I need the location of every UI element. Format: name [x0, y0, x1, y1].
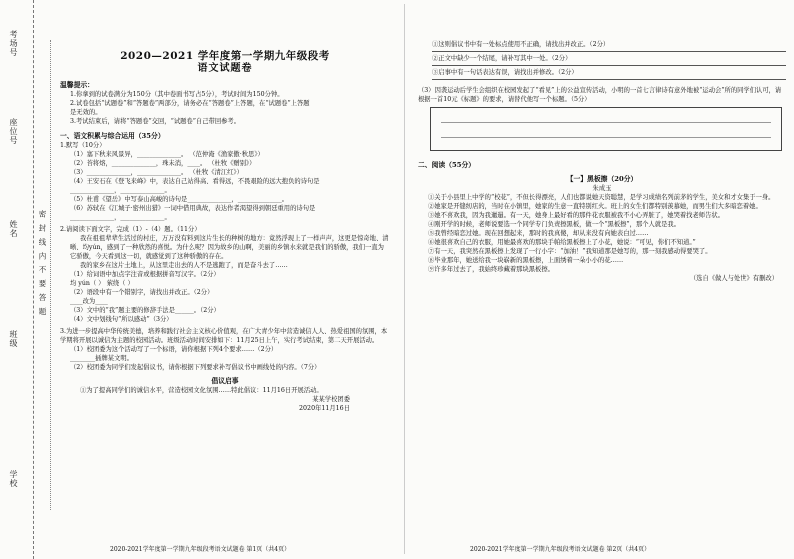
- fold-note: 密 封 线 内 不 要 答 题: [38, 210, 47, 317]
- q1-line: （2）苔将熔，______________，珠未消，____。 （杜牧《赠别》）: [70, 160, 256, 167]
- article-paragraph: ⑦有一天，我突然在黑板擦上发现了一行小字：“加油！”我知道那是她写的，那一刻我感动得要哭了。: [428, 248, 712, 255]
- q2-sub: （3）文中的“我”题主要的修辞手法是______。（2分）: [70, 307, 220, 314]
- article-source: （选自《做人与处世》有删改）: [689, 275, 778, 282]
- exam-title: 2020—2021 学年度第一学期九年级段考: [120, 50, 330, 62]
- binding-strip: [0, 0, 34, 559]
- part2-heading: 二、阅读（55分）: [418, 161, 476, 169]
- q3-heading: 3.为进一步提高中华传统美德，培养和践行社会主义核心价值观，在广大青少年中营造诚信人人、热爱祖国的氛围，本学期将开展以诚信为主题的校园活动。班级活动时间安排如下：11月25日上午，实行考试结束，第二天开展活动。: [60, 328, 388, 344]
- hint-line: 3.考试结束后，请将“答题卷”交回，“试题卷”自己带回参考。: [70, 118, 241, 125]
- proposal-title: 倡议启事: [211, 377, 239, 385]
- q1-line: （6）苏轼在《江城子·密州出猎》一词中借用典故，表达作者渴望得到朝廷重用的诗句是: [70, 205, 316, 212]
- right-item: ②正文中缺少一个结尾，请补写其中一处。（2分）: [432, 55, 572, 62]
- proposal-date: 2020年11月16日: [299, 405, 350, 412]
- class-label: 班级: [9, 330, 18, 348]
- answer-line[interactable]: [432, 66, 786, 80]
- q3-sub: （1）校团委为这个活动写了一个标语，请你根据下列4个要求……（2分）: [70, 346, 278, 353]
- fold-line: [50, 40, 51, 510]
- hint-line: 2.试卷包括“试题卷”和“答题卷”两部分，请务必在“答题卷”上答题，在“试题卷”上答题: [70, 100, 310, 107]
- article-paragraph: ②她家是开缝纫店的，当时在小镇里，她家的生意一直特别红火。班上的女生们都特别羡慕她，而男生们大多暗恋着她。: [428, 203, 762, 210]
- q1-line: （1）塞下秋来风景异，______________。 （范仲淹《渔家傲·秋思》）: [70, 151, 264, 158]
- q1-line: ______________，______________。: [70, 214, 171, 221]
- part1-heading: 一、语文积累与综合运用（35分）: [60, 132, 165, 140]
- footer-right: 2020-2021学年度第一学期九年级段考语文试题卷 第2页（共4页）: [470, 546, 651, 553]
- exam-no-label: 考场号: [9, 30, 18, 57]
- section-label: 【一】黑板擦（20分）: [566, 175, 638, 183]
- q2-sub: （4）文中划线句“所以感动”（3分）: [70, 316, 173, 323]
- q1-heading: 1.默写（10分）: [60, 142, 106, 149]
- article-paragraph: ③她不喜欢我，因为我邋遢。有一天，她身上最好看的那件花衣服被我不小心弄脏了，她哭着找老师告状。: [428, 212, 724, 219]
- article-author: 朱成玉: [592, 185, 612, 192]
- answer-box[interactable]: [430, 107, 782, 151]
- hint-label: 温馨提示：: [60, 81, 94, 89]
- exam-subtitle: 语文试题卷: [197, 63, 253, 74]
- q2-passage: 我在祖祖辈辈生活过的村庄，万万没有料到这片生长的种树的地方：竟然浮现上了一样声声，这更是惊奇地、清晰、均yún，感到了一种欣然的喜悦。为什么呢？因为故乡的山啊，美丽的乡镇水来就是我们的骄傲，我们一直为它骄傲，今天看到这一切，就感觉到了这种骄傲的存在。: [70, 235, 389, 260]
- q1-line: （5）杜甫《望岳》中写泰山高峻的诗句是______________，______________。: [70, 196, 289, 203]
- footer-left: 2020-2021学年度第一学期九年级段考语文试题卷 第1页（共4页）: [110, 546, 291, 553]
- q1-line: （3）______________，______________。 （杜牧《清江红》）: [70, 169, 243, 176]
- article-paragraph: ⑤我曾经暗恋过她。现在回想起来，那时的我真傻，却从来没有向她表白过……: [428, 230, 649, 237]
- q1-line: ______________，______________。: [70, 187, 171, 194]
- q3-sub: ________插牌某文明。: [70, 355, 133, 362]
- page-left: [60, 8, 390, 413]
- hint-line: 是无效的。: [70, 109, 102, 116]
- q3-sub: （2）校团委为同学们发起倡议书，请你根据下列要求补写倡议书中画线处的内容。（7分）: [70, 364, 321, 371]
- q2-sub: ____改为____: [70, 298, 108, 305]
- article-paragraph: ⑥她很喜欢自己的衣服，用她最喜欢的那块手帕给黑板擦上了小花，她说：“可见，你们不知道。”: [428, 239, 696, 246]
- page-divider: [404, 4, 405, 554]
- q4-text: （3）因袭运动后学生会组织在校园发起了“看见”上的公益宣传活动，小明的一首七言律诗有意外地被“运动会”所的同学们认可，请根据一首10元《标题》的要求，请替代他写一个标题。（5分）: [418, 87, 782, 103]
- article-paragraph: ④刚开学的时候，老师说要选一个同学专门负责擦黑板，做一个“黑板擦”，那个人就是我。: [428, 221, 681, 228]
- q2-passage: 我的家乡在这片土地上，从这里走出去的人不是逃跑了，而是奋斗去了……: [80, 262, 288, 269]
- right-item: ③启事中有一句话表达有误，请找出并修改。（2分）: [432, 69, 578, 76]
- article-paragraph: ①关于小县里上中学的“校花”，不但长得漂亮，人们也都说她天资聪慧，是学习成绩名列前茅的学生，美女和才女集于一身。: [428, 194, 775, 201]
- article-paragraph: ⑧毕业那年，她送给我一块崭新的黑板擦，上面绣着一朵小小的花……: [428, 257, 624, 264]
- article-paragraph: ⑨许多年过去了，我始终珍藏着那块黑板擦。: [428, 266, 554, 273]
- q1-line: （4）王安石在《登飞来峰》中，表达自己站得高、看得远，不畏艰险的远大抱负的诗句是: [70, 178, 320, 185]
- q2-heading: 2.请阅读下面文字，完成（1）-（4）题。（11分）: [60, 226, 201, 233]
- q2-sub: （1）给词语中加点字注音或根据拼音写汉字。（2分）: [70, 271, 220, 278]
- answer-line[interactable]: [432, 52, 786, 66]
- hint-line: 1.你拿到的试卷满分为150分（其中卷面书写占5分），考试时间为150分钟。: [70, 91, 284, 98]
- seat-no-label: 座位号: [9, 118, 18, 145]
- proposal-signoff: 某某学校团委: [312, 396, 350, 403]
- q2-sub: （2）语段中有一个错别字，请找出并改正。（2分）: [70, 289, 214, 296]
- answer-line[interactable]: [432, 38, 786, 52]
- school-label: 学校: [9, 470, 18, 488]
- page-right: [418, 8, 786, 283]
- q2-sub: 均 yún（ ） 萦绕（ ）: [70, 280, 134, 287]
- proposal-body: ①为了提高同学们的诚信水平，营造校园文化氛围……特此倡议：11月16日开展活动。: [80, 387, 323, 394]
- name-label: 姓名: [9, 220, 18, 238]
- right-item: ①这则倡议书中有一处标点使用不正确，请找出并改正。（2分）: [432, 41, 610, 48]
